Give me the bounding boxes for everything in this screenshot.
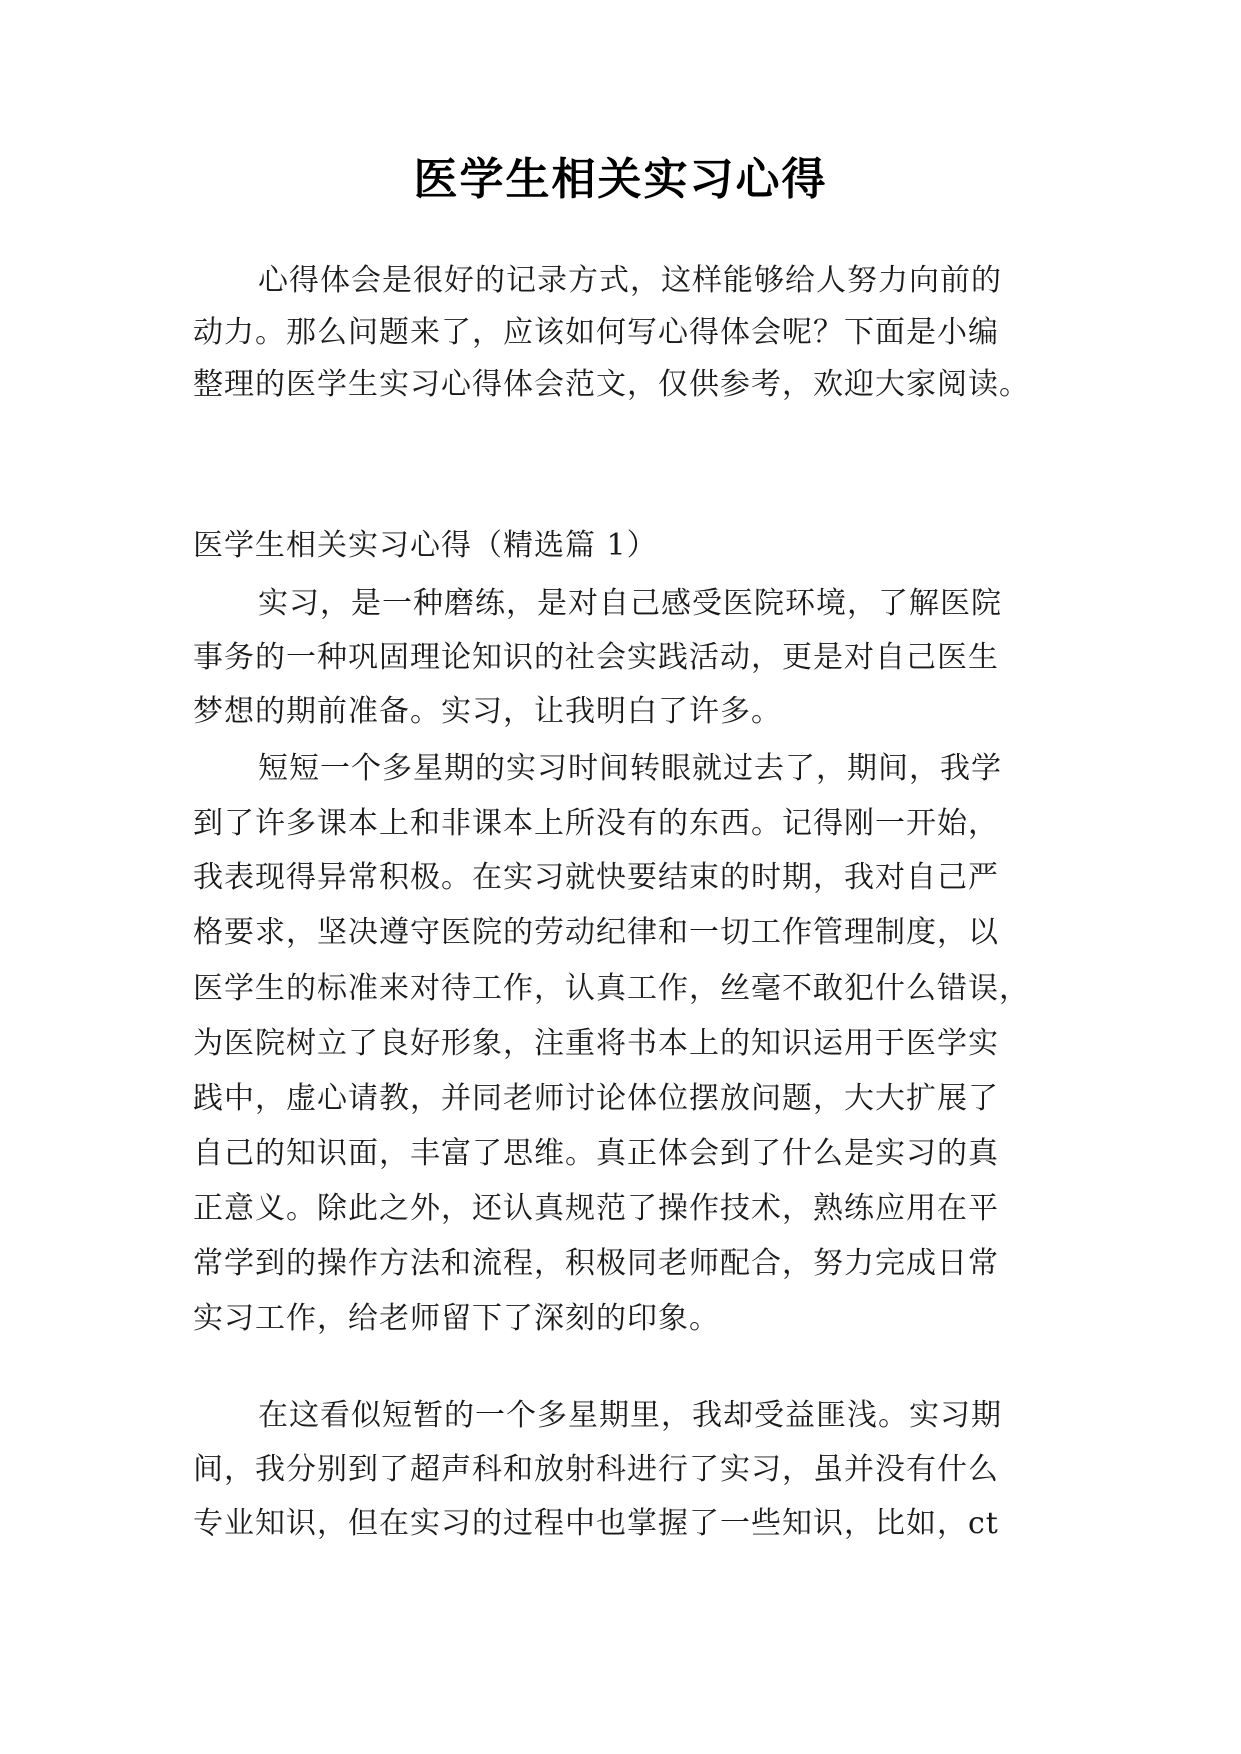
body-line: 整理的医学生实习心得体会范文，仅供参考，欢迎大家阅读。 [193, 367, 1030, 402]
body-line: 在这看似短暂的一个多星期里，我却受益匪浅。实习期 [258, 1398, 1002, 1433]
body-line: 间，我分别到了超声科和放射科进行了实习，虽并没有什么 [193, 1452, 999, 1487]
body-line: 正意义。除此之外，还认真规范了操作技术，熟练应用在平 [193, 1191, 999, 1226]
body-line: 到了许多课本上和非课本上所没有的东西。记得刚一开始， [193, 806, 999, 841]
body-line: 格要求，坚决遵守医院的劳动纪律和一切工作管理制度，以 [193, 915, 999, 950]
body-line: 实习工作，给老师留下了深刻的印象。 [193, 1301, 720, 1336]
body-line: 医学生的标准来对待工作，认真工作，丝毫不敢犯什么错误， [193, 971, 1030, 1006]
section-heading: 医学生相关实习心得（精选篇 1） [193, 528, 658, 563]
body-line: 我表现得异常积极。在实习就快要结束的时期，我对自己严 [193, 860, 999, 895]
body-line: 心得体会是很好的记录方式，这样能够给人努力向前的 [258, 263, 1002, 298]
body-line: 自己的知识面，丰富了思维。真正体会到了什么是实习的真 [193, 1136, 999, 1171]
body-line: 践中，虚心请教，并同老师讨论体位摆放问题，大大扩展了 [193, 1081, 999, 1116]
body-line: 常学到的操作方法和流程，积极同老师配合，努力完成日常 [193, 1246, 999, 1281]
body-line: 专业知识，但在实习的过程中也掌握了一些知识，比如，ct [193, 1506, 999, 1541]
body-line: 短短一个多星期的实习时间转眼就过去了，期间，我学 [258, 751, 1002, 786]
body-line: 动力。那么问题来了，应该如何写心得体会呢？下面是小编 [193, 315, 999, 350]
body-line: 梦想的期前准备。实习，让我明白了许多。 [193, 694, 782, 729]
body-line: 事务的一种巩固理论知识的社会实践活动，更是对自己医生 [193, 640, 999, 675]
document-title: 医学生相关实习心得 [413, 154, 828, 205]
body-line: 为医院树立了良好形象，注重将书本上的知识运用于医学实 [193, 1026, 999, 1061]
body-line: 实习，是一种磨练，是对自己感受医院环境，了解医院 [258, 586, 1002, 621]
